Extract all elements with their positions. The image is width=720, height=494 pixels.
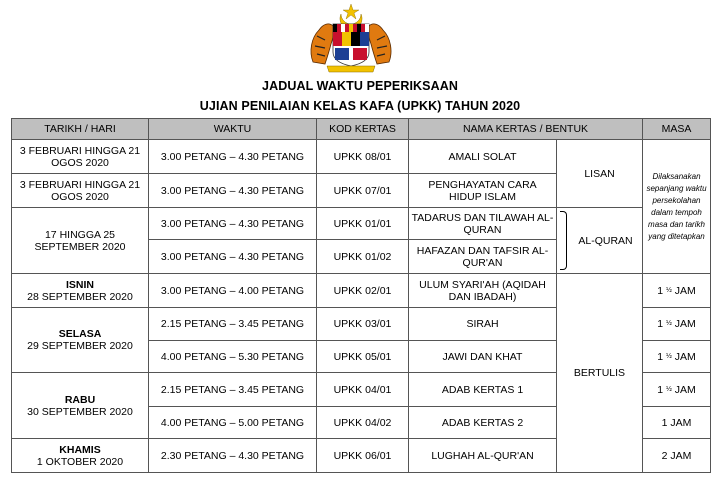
kod-cell: UPKK 02/01 [317,274,409,308]
waktu-cell: 3.00 PETANG – 4.00 PETANG [149,274,317,308]
waktu-cell: 2.15 PETANG – 3.45 PETANG [149,373,317,407]
date-label: 28 SEPTEMBER 2020 [27,290,133,303]
day-label: ISNIN [65,278,94,291]
waktu-cell: 3.00 PETANG – 4.30 PETANG [149,140,317,174]
date-label: 29 SEPTEMBER 2020 [27,340,133,352]
kod-cell: UPKK 06/01 [317,439,409,473]
masa-unit: JAM [674,318,696,330]
masa-unit: JAM [674,383,696,396]
masa-cell: 2 JAM [643,439,711,473]
day-label: RABU [64,393,96,406]
date-cell: 3 FEBRUARI HINGGA 21 OGOS 2020 [12,174,149,208]
brace-icon [560,211,567,270]
kod-cell: UPKK 03/01 [317,308,409,341]
day-label: KHAMIS [59,443,101,456]
header-tarikh: TARIKH / HARI [12,119,149,140]
header-masa: MASA [643,119,711,140]
date-cell: 17 HINGGA 25 SEPTEMBER 2020 [12,208,149,274]
bentuk-bertulis: BERTULIS [557,274,643,473]
table-header-row [12,119,711,140]
bentuk-alquran [557,208,643,274]
masa-cell [643,373,711,407]
date-label: 30 SEPTEMBER 2020 [27,405,133,418]
kod-cell: UPKK 08/01 [317,140,409,174]
header-kod: KOD KERTAS [317,119,409,140]
table-row [12,208,711,240]
date-cell [12,308,149,373]
masa-unit: JAM [674,284,696,297]
nama-cell: HAFAZAN DAN TAFSIR AL-QUR'AN [409,240,557,274]
masa-int: 1 [657,284,664,297]
kod-cell: UPKK 07/01 [317,174,409,208]
masa-cell: 1 JAM [643,407,711,439]
masa-note: Dilaksanakan sepanjang waktu persekolahan dalam tempoh masa dan tarikh yang ditetapkan [643,140,711,274]
date-cell [12,274,149,308]
masa-int: 1 [657,383,664,396]
waktu-cell: 2.15 PETANG – 3.45 PETANG [149,308,317,341]
nama-cell: PENGHAYATAN CARA HIDUP ISLAM [409,174,557,208]
kod-cell: UPKK 01/01 [317,208,409,240]
bentuk-lisan: LISAN [557,140,643,208]
document-title: JADUAL WAKTU PEPERIKSAAN [262,79,458,93]
nama-cell: SIRAH [409,308,557,341]
nama-cell: LUGHAH AL-QUR'AN [409,439,557,473]
masa-cell [643,341,711,373]
kod-cell: UPKK 05/01 [317,341,409,373]
masa-frac: ½ [666,320,672,327]
date-cell [12,439,149,473]
masa-frac: ½ [666,286,672,294]
kod-cell: UPKK 01/02 [317,240,409,274]
masa-cell [643,308,711,341]
date-cell [12,373,149,439]
date-label: 1 OKTOBER 2020 [36,455,124,468]
table-row [12,140,711,174]
exam-schedule-table [11,118,711,473]
day-label: SELASA [58,328,102,340]
waktu-cell: 3.00 PETANG – 4.30 PETANG [149,240,317,274]
nama-cell: ADAB KERTAS 1 [409,373,557,407]
waktu-cell: 4.00 PETANG – 5.30 PETANG [149,341,317,373]
nama-cell: JAWI DAN KHAT [409,341,557,373]
document-subtitle: UJIAN PENILAIAN KELAS KAFA (UPKK) TAHUN 2020 [199,99,521,113]
waktu-cell: 3.00 PETANG – 4.30 PETANG [149,208,317,240]
masa-int: 1 [657,318,664,330]
waktu-cell: 2.30 PETANG – 4.30 PETANG [149,439,317,473]
table-row [12,274,711,308]
nama-cell: ADAB KERTAS 2 [409,407,557,439]
masa-frac: ½ [666,352,672,360]
header-nama: NAMA KERTAS / BENTUK [409,119,643,140]
kod-cell: UPKK 04/01 [317,373,409,407]
nama-cell: ULUM SYARI'AH (AQIDAH DAN IBADAH) [409,274,557,308]
masa-frac: ½ [666,385,672,393]
waktu-cell: 4.00 PETANG – 5.00 PETANG [149,407,317,439]
masa-cell [643,274,711,308]
header-waktu: WAKTU [149,119,317,140]
masa-int: 1 [657,350,664,363]
nama-cell: TADARUS DAN TILAWAH AL-QURAN [409,208,557,240]
waktu-cell: 3.00 PETANG – 4.30 PETANG [149,174,317,208]
kod-cell: UPKK 04/02 [317,407,409,439]
date-cell: 3 FEBRUARI HINGGA 21 OGOS 2020 [12,140,149,174]
masa-unit: JAM [674,350,696,363]
bentuk-alquran-label: AL-QURAN [578,234,633,247]
malaysia-coat-of-arms-logo [305,2,397,74]
nama-cell: AMALI SOLAT [409,140,557,174]
